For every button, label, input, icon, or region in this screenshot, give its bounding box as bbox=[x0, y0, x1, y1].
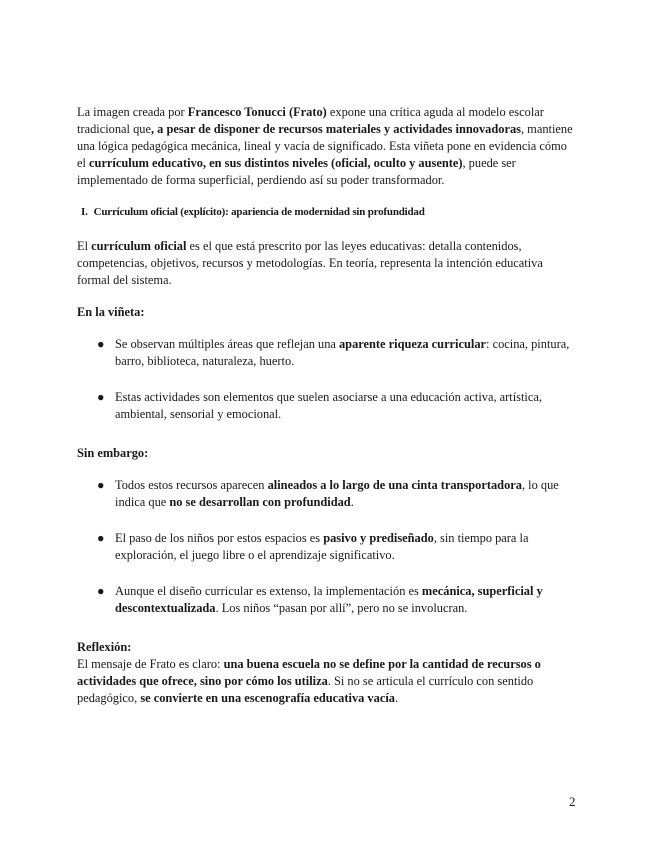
vineta-list bbox=[77, 336, 577, 423]
reflection-text-2: . Si no se articula el currículo con sentido pedagógico, bbox=[77, 674, 534, 705]
intro-paragraph bbox=[77, 104, 577, 189]
list-item-text: , sin tiempo para la exploración, el juego libre o el aprendizaje significativo. bbox=[115, 531, 529, 562]
list-item-bold: mecánica, superficial y descontextualizada bbox=[115, 584, 543, 615]
reflection-heading: Reflexión: bbox=[77, 640, 132, 654]
sin-embargo-list bbox=[77, 477, 577, 617]
reflection-bold-1: una buena escuela no se define por la cantidad de recursos o actividades que ofrece, sino por cómo los utiliza bbox=[77, 657, 541, 688]
list-item bbox=[77, 336, 577, 370]
list-item bbox=[77, 583, 577, 617]
intro-bold-resources: , a pesar de disponer de recursos materiales y actividades innovadoras bbox=[150, 122, 521, 136]
section-number: I. bbox=[81, 206, 88, 218]
intro-text-3: , mantiene una lógica pedagógica mecánica, lineal y vacía de significado. Esta viñeta pone en evidencia cómo el bbox=[77, 122, 573, 170]
bullet-icon: ● bbox=[97, 390, 105, 404]
list-item-text: , lo que indica que bbox=[115, 478, 559, 509]
definition-text-2: es el que está prescrito por las leyes educativas: detalla contenidos, competencias, objetivos, recursos y metodologías. En teoría, representa la intención educativa formal del sistema. bbox=[77, 239, 543, 287]
reflection-bold-2: se convierte en una escenografía educativa vacía bbox=[140, 691, 395, 705]
list-item bbox=[77, 477, 577, 511]
list-item-bold: pasivo y prediseñado bbox=[323, 531, 434, 545]
bullet-icon: ● bbox=[97, 531, 105, 545]
intro-bold-curriculum: currículum educativo, en sus distintos niveles (oficial, oculto y ausente) bbox=[89, 156, 463, 170]
list-item-text: Se observan múltiples áreas que reflejan una bbox=[115, 337, 339, 351]
list-item-text: Estas actividades son elementos que suelen asociarse a una educación activa, artística, ambiental, sensorial y emocional. bbox=[115, 390, 542, 421]
list-item-bold: no se desarrollan con profundidad bbox=[169, 495, 351, 509]
list-item-bold: aparente riqueza curricular bbox=[338, 337, 487, 351]
list-item-text: El paso de los niños por estos espacios es bbox=[115, 531, 324, 545]
reflection-text-1: El mensaje de Frato es claro: bbox=[77, 657, 224, 671]
list-item-text: : cocina, pintura, barro, biblioteca, naturaleza, huerto. bbox=[115, 337, 570, 368]
intro-text-4: , puede ser implementado de forma superficial, perdiendo así su poder transformador. bbox=[77, 156, 516, 187]
bullet-icon: ● bbox=[97, 478, 105, 492]
list-item-bold: alineados a lo largo de una cinta transportadora bbox=[267, 478, 522, 492]
bullet-icon: ● bbox=[97, 337, 105, 351]
list-item-text: . bbox=[350, 495, 354, 509]
reflection-text-3: . bbox=[394, 691, 399, 705]
list-item-text: Todos estos recursos aparecen bbox=[115, 478, 268, 492]
definition-bold-term: currículum oficial bbox=[91, 239, 187, 253]
page-number: 2 bbox=[569, 794, 576, 809]
section-heading bbox=[81, 204, 577, 221]
reflection-paragraph bbox=[77, 656, 577, 707]
section-title: Currículum oficial (explícito): apariencia de modernidad sin profundidad bbox=[93, 206, 425, 218]
list-item-text: Aunque el diseño curricular es extenso, la implementación es bbox=[115, 584, 422, 598]
intro-text-2: expone una crítica aguda al modelo escolar tradicional que bbox=[77, 105, 544, 136]
page-content bbox=[77, 104, 577, 707]
list-item bbox=[77, 389, 577, 423]
definition-text-1: El bbox=[77, 239, 92, 253]
sin-embargo-heading: Sin embargo: bbox=[77, 446, 149, 460]
list-item bbox=[77, 530, 577, 564]
definition-paragraph bbox=[77, 238, 577, 289]
list-item-text: . Los niños “pasan por allí”, pero no se involucran. bbox=[215, 601, 468, 615]
intro-text-1: La imagen creada por bbox=[77, 105, 188, 119]
bullet-icon: ● bbox=[97, 584, 105, 598]
vineta-heading: En la viñeta: bbox=[77, 305, 145, 319]
intro-bold-author: Francesco Tonucci (Frato) bbox=[187, 105, 327, 119]
